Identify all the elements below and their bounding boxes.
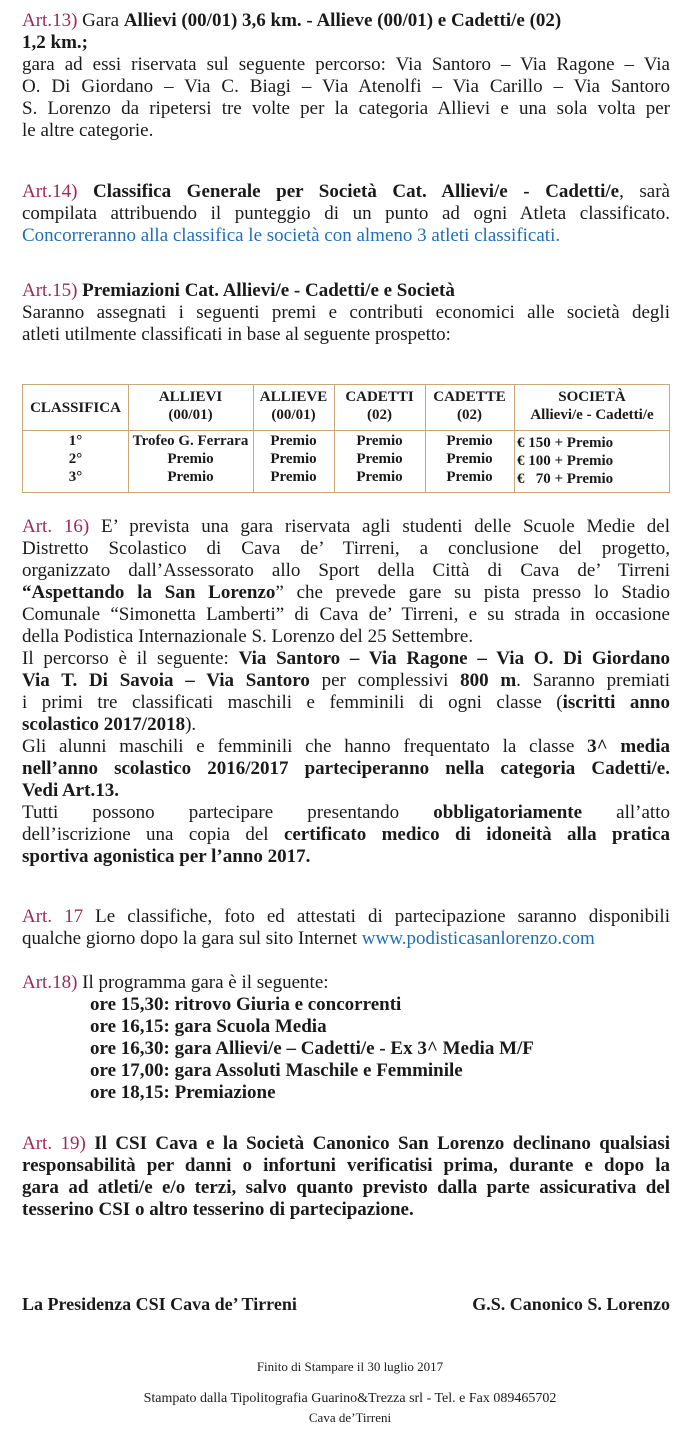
header-classifica: CLASSIFICA [30,400,121,416]
euro-icon: € [517,435,525,451]
article-15: Art.15) Premiazioni Cat. Allievi/e - Cadetti/e e Società Saranno assegnati i seguenti premi e contributi economici alle società degli atleti utilmente classificati in base al seguente prospetto: [22,280,670,345]
article-19: Art. 19) Il CSI Cava e la Società Canonico San Lorenzo declinano qualsiasi responsabilità per danni o infortuni verificatisi prima, durante e dopo la gara ad atleti/e e/o terzi, salvo quanto previsto dalla parte assicurativa del tesserino CSI o altro tesserino di partecipazione. [22,1133,671,1220]
header-allievi: ALLIEVI [158,389,223,405]
table-row-2-societa: € 100 + Premio [517,453,614,469]
schedule-item: ore 16,30: gara Allievi/e – Cadetti/e - Ex 3^ Media M/F [90,1038,534,1059]
table-row-3-position: 3° [68,469,83,485]
footer-printed-date: Finito di Stampare il 30 luglio 2017 [256,1359,444,1374]
article-13: Art.13) Gara Allievi (00/01) 3,6 km. - Allieve (00/01) e Cadetti/e (02) 1,2 km.; gara ad essi riservata sul seguente percorso: Via Santoro – Via Ragone – Via O. Di Giordano – Via C. Biagi – Via Atenolfi – Via Carillo – Via Santoro S. Lorenzo da ripetersi tre volte per la categoria Allievi e una sola volta per le altre categorie. [22,10,670,141]
schedule-item: ore 17,00: gara Assoluti Maschile e Femminile [90,1060,463,1081]
article-18: Art.18) Il programma gara è il seguente: ore 15,30: ritrovo Giuria e concorrenti ore 16,15: gara Scuola Media ore 16,30: gara Allievi/e – Cadetti/e - Ex 3^ Media M/F ore 17,00: gara Assoluti Maschile e Femminile ore 18,15: Premiazione [22,972,534,1103]
article-16-label: Art. 16) [22,516,90,537]
article-17-label: Art. 17 [22,906,84,927]
article-13-label: Art.13) [22,10,78,31]
signature-left: La Presidenza CSI Cava de’ Tirreni [22,1294,297,1314]
prize-table: CLASSIFICA ALLIEVI (00/01) ALLIEVE (00/01) CADETTI (02) CADETTE (02) SOCIETÀ Allievi/e - Cadetti/e 1° Trofeo G. Ferrara Premio Premio Premio € 150 + Premio 2° Premio Premio Premio Premio € 100 + Premio 3° Premio Premio Premio Premio € 70 + Premio [22,384,670,493]
article-18-label: Art.18) [22,972,78,993]
footer-city: Cava de’Tirreni [308,1410,392,1425]
schedule-item: ore 16,15: gara Scuola Media [90,1016,327,1037]
website-link[interactable]: www.podisticasanlorenzo.com [361,928,595,949]
table-row-2-position: 2° [68,451,83,467]
article-14: Art.14) Classifica Generale per Società Cat. Allievi/e - Cadetti/e, sarà compilata attribuendo il punteggio di un punto ad ogni Atleta classificato. Concorreranno alla classifica le società con almeno 3 atleti classificati. [22,181,670,246]
euro-icon: € [517,453,525,469]
header-allieve: ALLIEVE [259,389,328,405]
table-row-1-societa: € 150 + Premio [517,435,614,451]
article-16: Art. 16) E’ prevista una gara riservata agli studenti delle Scuole Medie del Distretto Scolastico di Cava de’ Tirreni, a conclusione del progetto, organizzato dall’Assessorato allo Sport della Città di Cava de’ Tirreni “Aspettando la San Lorenzo” che prevede gare su pista presso lo Stadio Comunale “Simonetta Lamberti” di Cava de’ Tirreni, e su strada in occasione della Podistica Internazionale S. Lorenzo del 25 Settembre. Il percorso è il seguente: Via Santoro – Via Ragone – Via O. Di Giordano Via T. Di Savoia – Via Santoro per complessivi 800 m. Saranno premiati i primi tre classificati maschili e femminili di ogni classe (iscritti anno scolastico 2017/2018). Gli alunni maschili e femminili che hanno frequentato la classe 3^ media nell’anno scolastico 2016/2017 parteciperanno nella categoria Cadetti/e. Vedi Art.13. Tutti possono partecipare presentando obbligatoriamente all’atto dell’iscrizione una copia del certificato medico di idoneità alla pratica sportiva agonistica per l’anno 2017. [22,516,671,867]
article-19-label: Art. 19) [22,1133,86,1154]
article-14-note: Concorreranno alla classifica le società con almeno 3 atleti classificati. [22,225,561,246]
article-17: Art. 17 Le classifiche, foto ed attestati di partecipazione saranno disponibili qualche giorno dopo la gara sul sito Internet www.podisticasanlorenzo.com [22,906,670,949]
article-13-title: Art.13) Gara Allievi (00/01) 3,6 km. - Allieve (00/01) e Cadetti/e (02) [22,10,562,31]
euro-icon: € [517,471,525,487]
article-14-label: Art.14) [22,181,78,202]
signature-right: G.S. Canonico S. Lorenzo [472,1294,670,1314]
header-societa: SOCIETÀ [558,389,626,405]
schedule-item: ore 15,30: ritrovo Giuria e concorrenti [90,994,402,1015]
table-row-1-position: 1° [68,433,83,449]
footer-printer: Stampato dalla Tipolitografia Guarino&Trezza srl - Tel. e Fax 089465702 [143,1391,557,1406]
schedule-item: ore 18,15: Premiazione [90,1082,276,1103]
header-cadette: CADETTE [433,389,506,405]
header-cadetti: CADETTI [345,389,414,405]
article-15-label: Art.15) [22,280,78,301]
table-row-3-societa: € 70 + Premio [517,471,614,487]
